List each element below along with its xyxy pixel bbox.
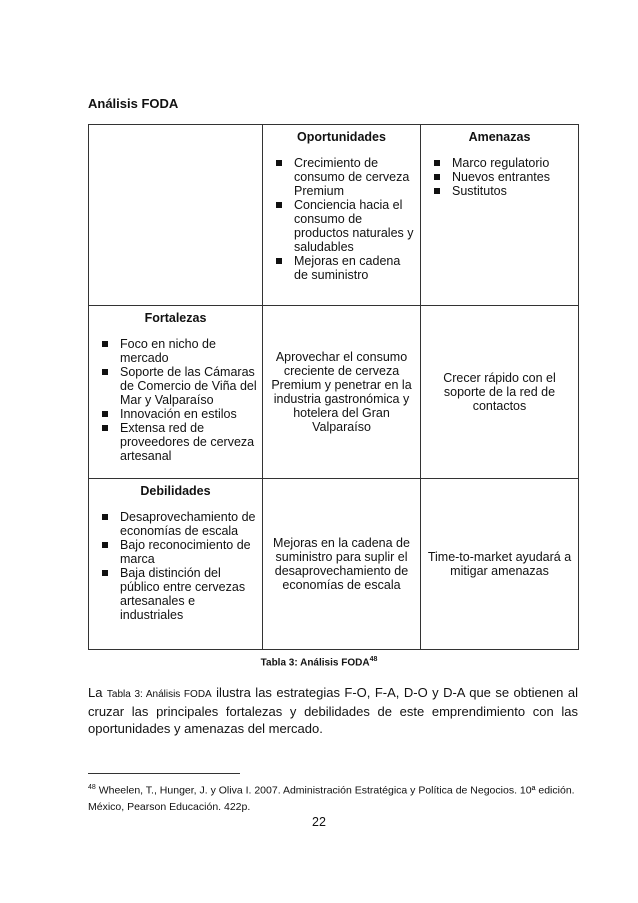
list-item: Desaprovechamiento de economías de escala xyxy=(100,510,257,538)
fo-strategy-cell: Aprovechar el consumo creciente de cerveza Premium y penetrar en la industria gastronómica y hotelera del Gran Valparaíso xyxy=(263,306,421,479)
list-item: Soporte de las Cámaras de Comercio de Viña del Mar y Valparaíso xyxy=(100,365,257,407)
oportunidades-cell xyxy=(263,125,421,306)
empty-corner-cell xyxy=(89,125,263,306)
fortalezas-list xyxy=(94,337,257,463)
amenazas-header: Amenazas xyxy=(468,130,531,144)
debilidades-list xyxy=(94,510,257,622)
footnote-text: Wheelen, T., Hunger, J. y Oliva I. 2007. Administración Estratégica y Política de Negocios. 10ª edición. México, Pearson Educación. 422p. xyxy=(88,784,575,813)
list-item: Extensa red de proveedores de cerveza artesanal xyxy=(100,421,257,463)
table-reference: Tabla 3: Análisis FODA xyxy=(106,689,212,700)
footnote xyxy=(88,780,583,815)
footnote-number: 48 xyxy=(88,784,96,791)
table-caption xyxy=(0,656,638,668)
paragraph-lead: La xyxy=(88,685,103,700)
body-paragraph xyxy=(88,684,578,737)
caption-footnote-ref: 48 xyxy=(369,656,378,663)
amenazas-cell xyxy=(421,125,579,306)
amenazas-list xyxy=(426,156,573,198)
section-title: Análisis FODA xyxy=(88,96,179,111)
da-strategy-cell: Time-to-market ayudará a mitigar amenazas xyxy=(421,479,579,650)
caption-text: Tabla 3: Análisis FODA xyxy=(260,657,370,669)
debilidades-cell xyxy=(89,479,263,650)
list-item: Marco regulatorio xyxy=(432,156,573,170)
page-number: 22 xyxy=(312,815,326,829)
list-item: Sustitutos xyxy=(432,184,573,198)
list-item: Crecimiento de consumo de cerveza Premium xyxy=(274,156,415,198)
oportunidades-header: Oportunidades xyxy=(297,130,386,144)
fa-strategy-cell: Crecer rápido con el soporte de la red de contactos xyxy=(421,306,579,479)
fortalezas-header: Fortalezas xyxy=(144,311,207,325)
list-item: Foco en nicho de mercado xyxy=(100,337,257,365)
do-strategy-cell: Mejoras en la cadena de suministro para suplir el desaprovechamiento de economías de escala xyxy=(263,479,421,650)
debilidades-header: Debilidades xyxy=(140,484,211,498)
list-item: Mejoras en cadena de suministro xyxy=(274,254,415,282)
fortalezas-cell xyxy=(89,306,263,479)
list-item: Innovación en estilos xyxy=(100,407,257,421)
footnote-divider xyxy=(88,773,240,774)
oportunidades-list xyxy=(268,156,415,282)
list-item: Conciencia hacia el consumo de productos naturales y saludables xyxy=(274,198,415,254)
list-item: Bajo reconocimiento de marca xyxy=(100,538,257,566)
list-item: Nuevos entrantes xyxy=(432,170,573,184)
paragraph-text: ilustra las estrategias F-O, F-A, D-O y D-A que se obtienen al cruzar las principales fortalezas y debilidades de este emprendimiento con las oportunidades y amenazas del mercado. xyxy=(88,685,578,736)
list-item: Baja distinción del público entre cervezas artesanales e industriales xyxy=(100,566,257,622)
foda-table xyxy=(88,124,579,650)
